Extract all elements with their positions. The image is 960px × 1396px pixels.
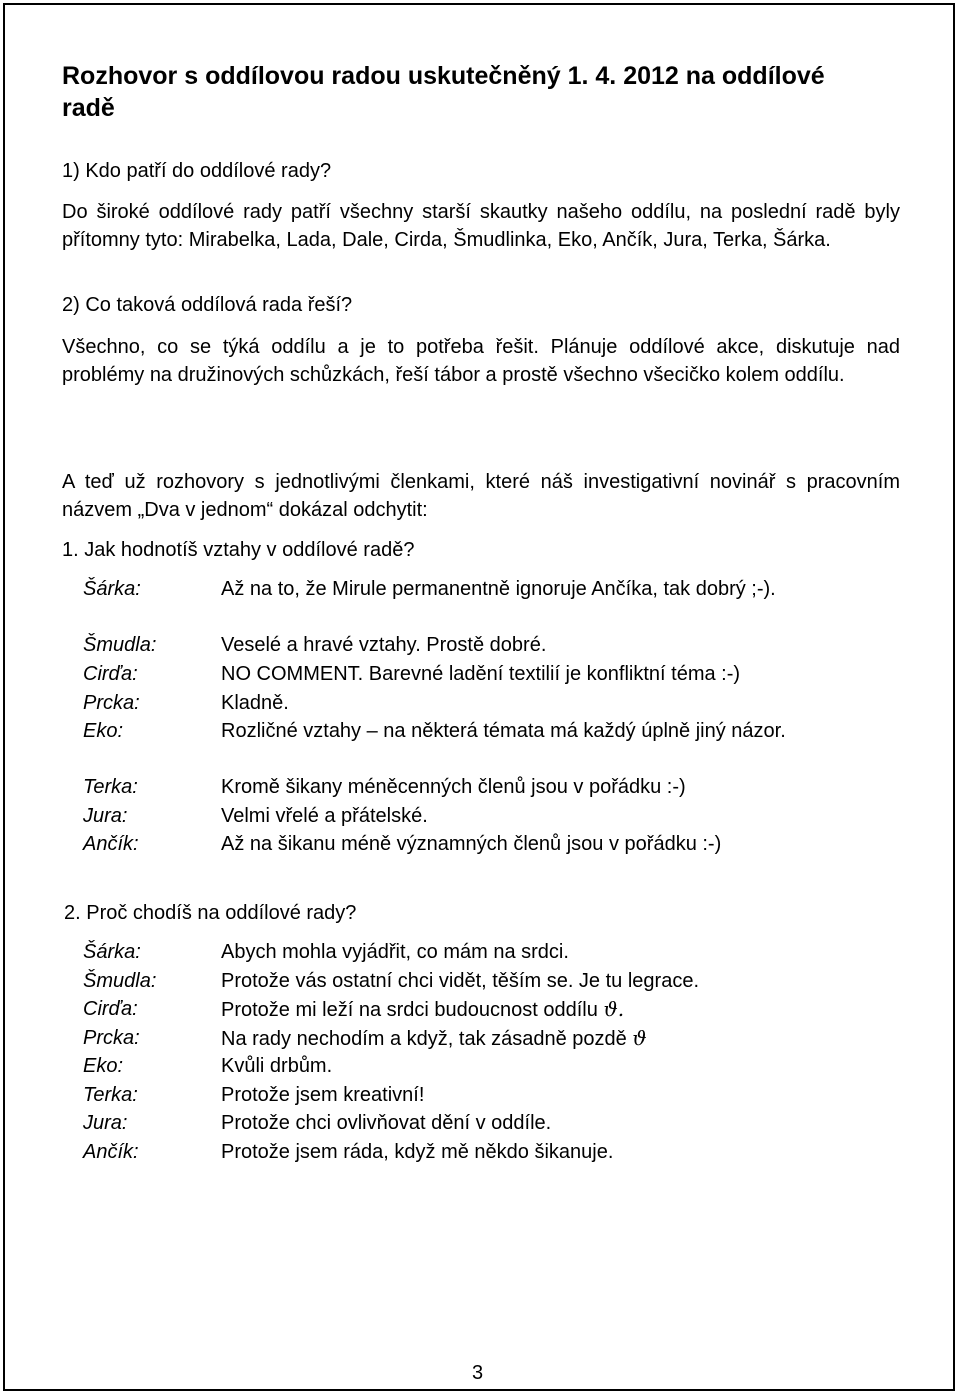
answer-2: Všechno, co se týká oddílu a je to potřeba řešit. Plánuje oddílové akce, diskutuje nad problémy na družinových schůzkách, řeší tábor a prostě všechno všecičko kolem oddílu. [62, 336, 900, 386]
respondent-answer: Protože jsem kreativní! [221, 1084, 425, 1106]
respondent-name: Jura: [83, 805, 128, 827]
respondent-answer: Veselé a hravé vztahy. Prostě dobré. [221, 634, 547, 656]
respondent-answer: Až na to, že Mirule permanentně ignoruje Ančíka, tak dobrý ;-). [221, 578, 776, 600]
answer-1: Do široké oddílové rady patří všechny starší skautky našeho oddílu, na poslední radě byly přítomny tyto: Mirabelka, Lada, Dale, Cirda, Šmudlinka, Eko, Ančík, Jura, Terka, Šárka. [62, 201, 900, 251]
respondent-name: Cirďa: [83, 663, 138, 685]
respondent-answer: Rozličné vztahy – na některá témata má každý úplně jiný názor. [221, 720, 786, 742]
page-number: 3 [472, 1362, 484, 1384]
theta-symbol: ϑ. [603, 997, 625, 1021]
respondent-answer: NO COMMENT. Barevné ladění textilií je konfliktní téma :-) [221, 663, 741, 685]
answer-text: Protože mi leží na srdci budoucnost oddílu [221, 999, 598, 1021]
respondent-name: Ančík: [83, 833, 139, 855]
answer-text: Na rady nechodím a když, tak zásadně pozdě [221, 1028, 627, 1050]
lead-paragraph: A teď už rozhovory s jednotlivými členkami, které náš investigativní novinář s pracovním názvem „Dva v jednom“ dokázal odchytit: [62, 471, 900, 521]
question-2: 2) Co taková oddílová rada řeší? [62, 294, 353, 316]
respondent-name: Cirďa: [83, 998, 138, 1020]
respondent-answer: Kvůli drbům. [221, 1055, 333, 1077]
respondent-answer: Kromě šikany méněcenných členů jsou v pořádku :-) [221, 776, 686, 798]
question-1: 1) Kdo patří do oddílové rady? [62, 160, 332, 182]
respondent-name: Terka: [83, 1084, 138, 1106]
page-title: Rozhovor s oddílovou radou uskutečněný 1. 4. 2012 na oddílové radě [62, 62, 825, 122]
respondent-name: Šárka: [83, 941, 141, 963]
respondent-answer-with-symbol [221, 995, 891, 1024]
respondent-name: Šmudla: [83, 970, 157, 992]
respondent-answer: Protože vás ostatní chci vidět, těším se. Je tu legrace. [221, 970, 699, 992]
respondent-answer: Protože jsem ráda, když mě někdo šikanuje. [221, 1141, 614, 1163]
theta-symbol: ϑ [632, 1026, 647, 1050]
respondent-name: Terka: [83, 776, 138, 798]
respondent-name: Šmudla: [83, 634, 157, 656]
respondent-answer: Kladně. [221, 692, 289, 714]
respondent-answer: Velmi vřelé a přátelské. [221, 805, 428, 827]
respondent-name: Šárka: [83, 578, 141, 600]
respondent-answer-with-symbol [221, 1024, 891, 1053]
respondent-name: Jura: [83, 1112, 128, 1134]
respondent-answer: Až na šikanu méně významných členů jsou v pořádku :-) [221, 833, 722, 855]
respondent-name: Prcka: [83, 692, 140, 714]
respondent-name: Eko: [83, 720, 124, 742]
respondent-answer: Abych mohla vyjádřit, co mám na srdci. [221, 941, 569, 963]
respondent-name: Ančík: [83, 1141, 139, 1163]
respondent-name: Prcka: [83, 1027, 140, 1049]
respondent-answer: Protože chci ovlivňovat dění v oddíle. [221, 1112, 552, 1134]
respondent-name: Eko: [83, 1055, 124, 1077]
section-2-question: 2. Proč chodíš na oddílové rady? [64, 902, 357, 924]
section-1-question: 1. Jak hodnotíš vztahy v oddílové radě? [62, 539, 415, 561]
